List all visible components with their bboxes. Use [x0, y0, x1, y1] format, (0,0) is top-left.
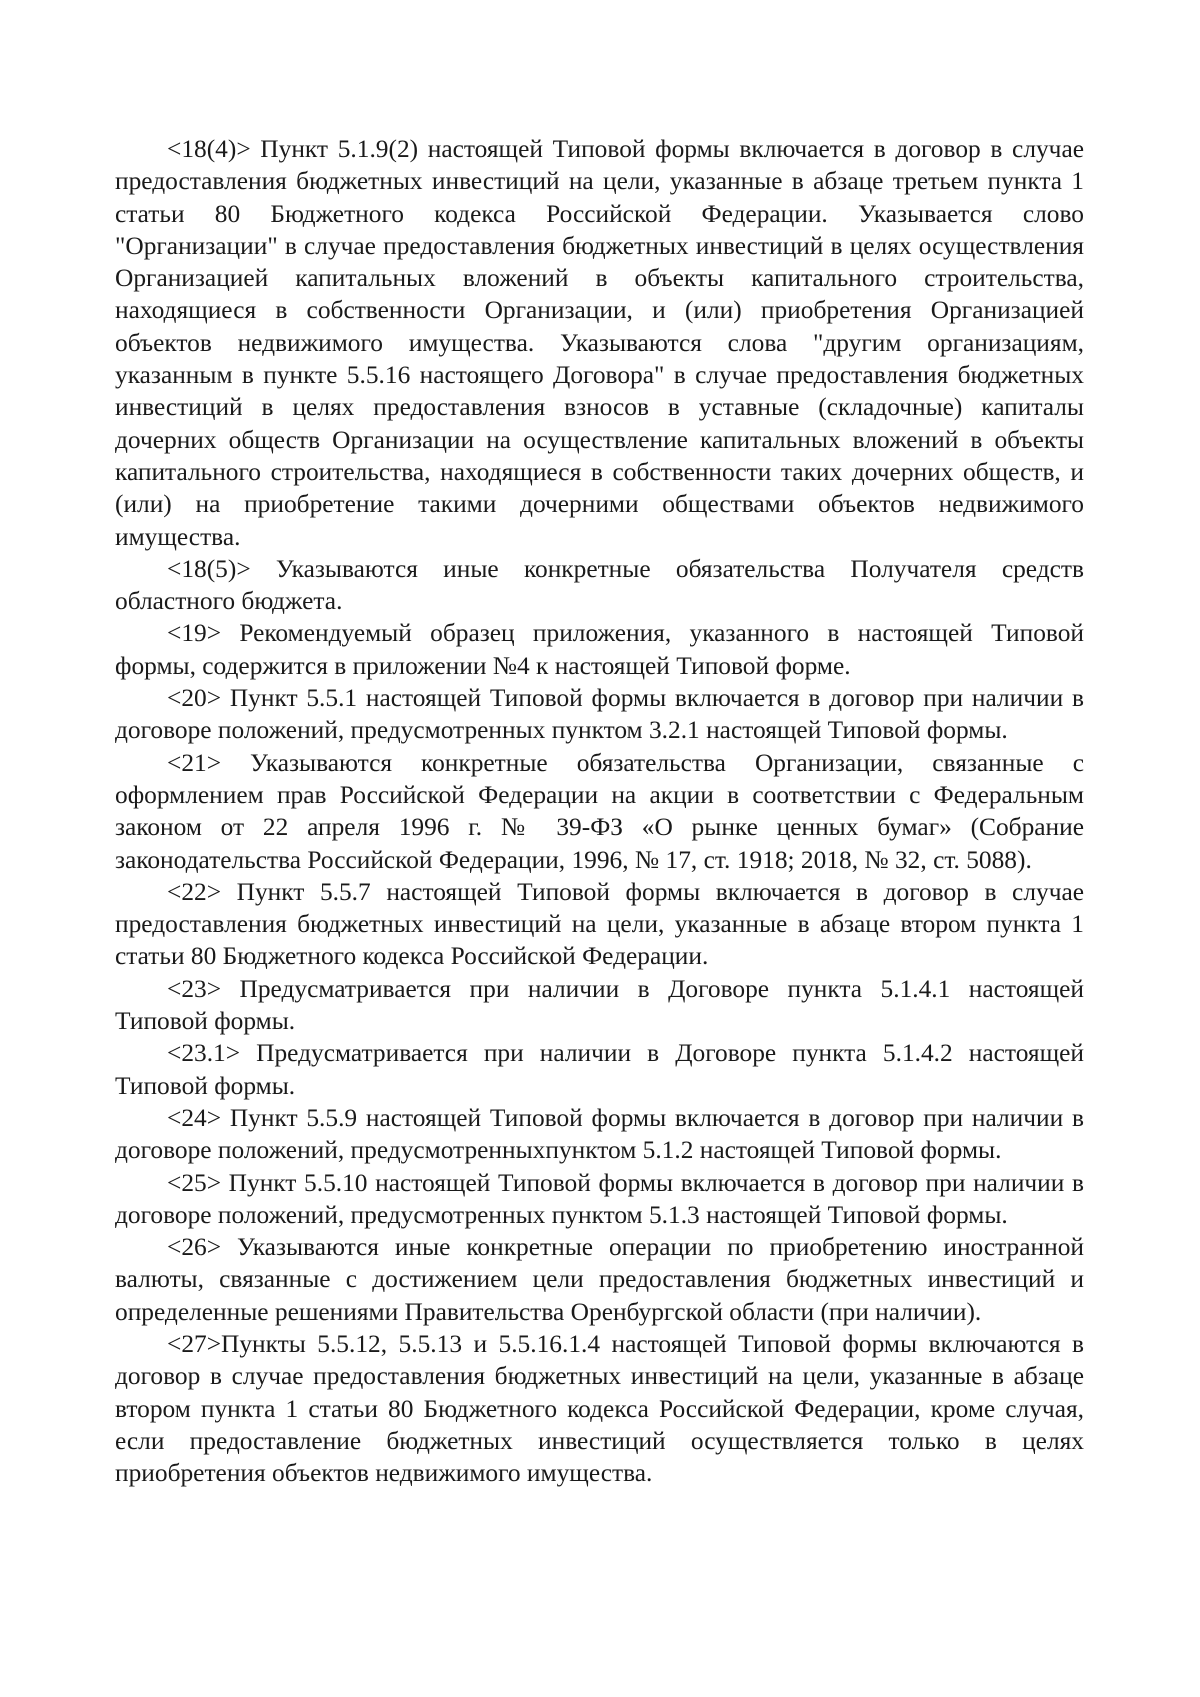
footnote-23: <23> Предусматривается при наличии в Договоре пункта 5.1.4.1 настоящей Типовой формы.	[115, 974, 1084, 1036]
footnote-23-1: <23.1> Предусматривается при наличии в Договоре пункта 5.1.4.2 настоящей Типовой формы.	[115, 1039, 1084, 1100]
footnote-26: <26> Указываются иные конкретные операции по приобретению иностранной валюты, связанные с достижением цели предоставления бюджетных инвестиций и определенные решениями Правительства Оренбургской области (при наличии).	[115, 1233, 1084, 1326]
footnote-20: <20> Пункт 5.5.1 настоящей Типовой формы включается в договор при наличии в договоре положений, предусмотренных пунктом 3.2.1 настоящей Типовой формы.	[115, 684, 1084, 745]
footnote-18-5: <18(5)> Указываются иные конкретные обязательства Получателя средств областного бюджета.	[115, 554, 1084, 616]
footnote-22: <22> Пункт 5.5.7 настоящей Типовой формы включается в договор в случае предоставления бюджетных инвестиций на цели, указанные в абзаце втором пункта 1 статьи 80 Бюджетного кодекса Российской Федерации.	[115, 877, 1084, 971]
document-page	[115, 133, 1084, 1489]
footnote-21: <21> Указываются конкретные обязательства Организации, связанные с оформлением прав Российской Федерации на акции в соответствии с Федеральным законом от 22 апреля 1996 г. № 39-ФЗ «О рынке ценных бумаг» (Собрание законодательства Российской Федерации, 1996, № 17, ст. 1918; 2018, № 32, ст. 5088).	[115, 748, 1084, 874]
footnote-27: <27>Пункты 5.5.12, 5.5.13 и 5.5.16.1.4 настоящей Типовой формы включаются в договор в случае предоставления бюджетных инвестиций на цели, указанные в абзаце втором пункта 1 статьи 80 Бюджетного кодекса Российской Федерации, кроме случая, если предоставление бюджетных инвестиций осуществляется только в целях приобретения объектов недвижимого имущества.	[115, 1329, 1084, 1488]
footnote-18-4: <18(4)> Пункт 5.1.9(2) настоящей Типовой формы включается в договор в случае предоставления бюджетных инвестиций на цели, указанные в абзаце третьем пункта 1 статьи 80 Бюджетного кодекса Российской Федерации. Указывается слово "Организации" в случае предоставления бюджетных инвестиций в целях осуществления Организацией капитальных вложений в объекты капитального строительства, находящиеся в собственности Организации, и (или) приобретения Организацией объектов недвижимого имущества. Указываются слова "другим организациям, указанным в пункте 5.5.16 настоящего Договора" в случае предоставления бюджетных инвестиций в целях предоставления взносов в уставные (складочные) капиталы дочерних обществ Организации на осуществление капитальных вложений в объекты капитального строительства, находящиеся в собственности таких дочерних обществ, и (или) на приобретение такими дочерними обществами объектов недвижимого имущества.	[115, 135, 1084, 551]
footnote-19: <19> Рекомендуемый образец приложения, указанного в настоящей Типовой формы, содержится в приложении №4 к настоящей Типовой форме.	[115, 619, 1084, 680]
footnote-24: <24> Пункт 5.5.9 настоящей Типовой формы включается в договор при наличии в договоре положений, предусмотренныхпунктом 5.1.2 настоящей Типовой формы.	[115, 1103, 1084, 1165]
footnote-25: <25> Пункт 5.5.10 настоящей Типовой формы включается в договор при наличии в договоре положений, предусмотренных пунктом 5.1.3 настоящей Типовой формы.	[115, 1168, 1084, 1229]
